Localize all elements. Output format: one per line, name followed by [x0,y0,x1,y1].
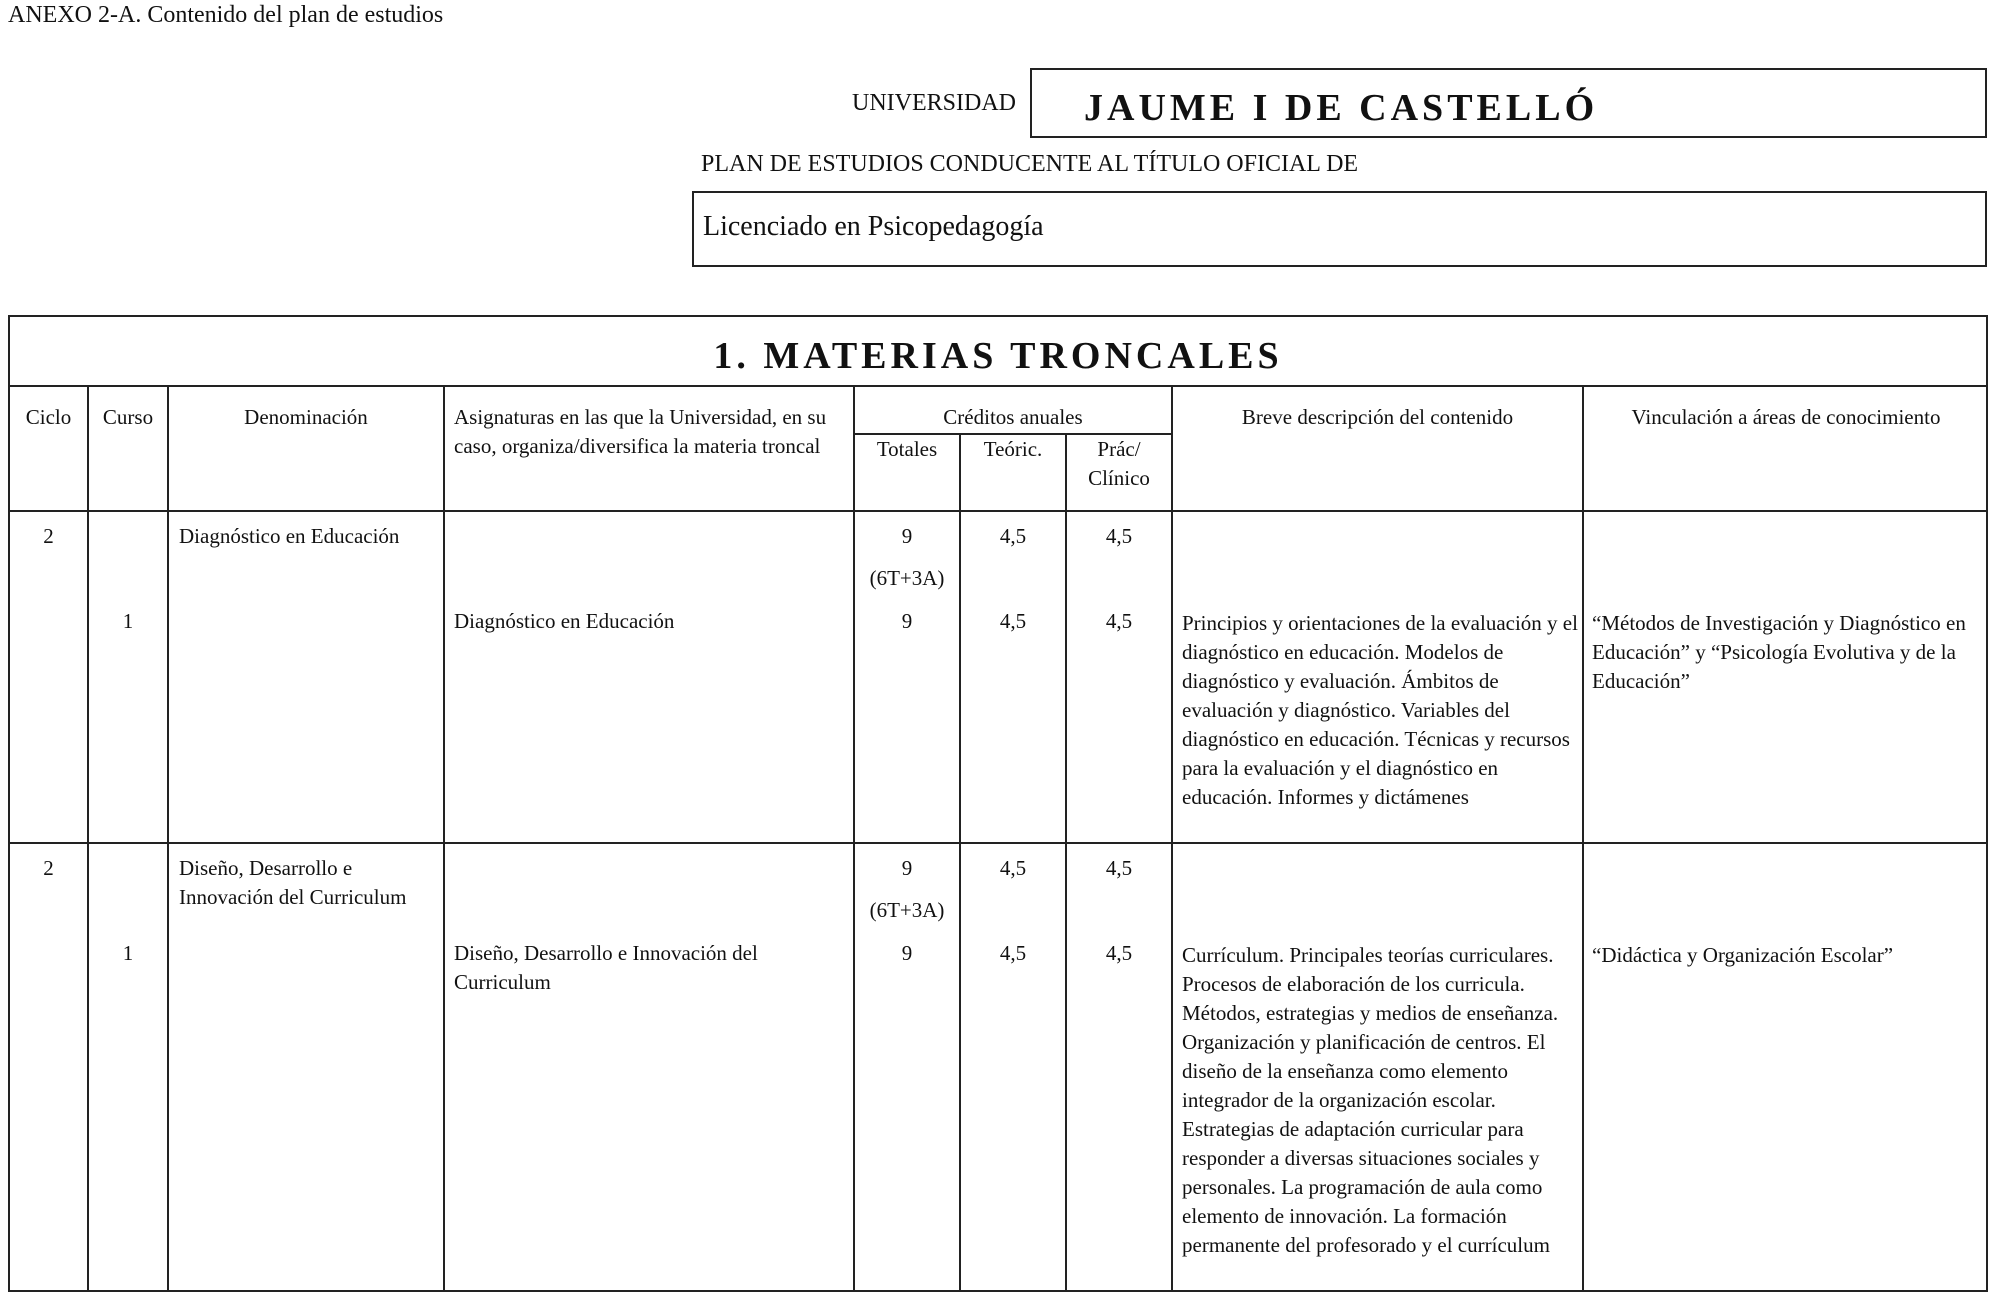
header-creditos: Créditos anuales [943,405,1083,429]
row-asignatura: Diseño, Desarrollo e Innovación del Curriculum [454,941,758,994]
row-curso: 1 [122,609,134,633]
col-divider [87,387,89,1292]
header-bottom-line [10,510,1988,512]
row-totales: 9 [901,524,913,548]
row-asignatura: Diagnóstico en Educación [454,609,675,633]
row-prac: 4,5 [1105,524,1133,548]
row-sub-teoric: 4,5 [999,609,1027,633]
section-title: 1. MATERIAS TRONCALES [10,317,1986,387]
header-totales: Totales [876,437,938,461]
row-ciclo: 2 [43,856,54,880]
subjects-table [8,315,1988,1292]
row-denominacion: Diagnóstico en Educación [179,524,400,548]
header-asignaturas: Asignaturas en las que la Universidad, en su caso, organiza/diversifica la materia troncal [454,405,827,458]
header-ciclo: Ciclo [25,405,72,429]
row-ciclo: 2 [43,524,54,548]
row-vinculacion: “Métodos de Investigación y Diagnóstico en Educación” y “Psicología Evolutiva y de la Educación” [1592,611,1966,693]
row-denominacion: Diseño, Desarrollo e Innovación del Curriculum [179,856,407,909]
university-box [1030,68,1987,138]
row-prac: 4,5 [1105,856,1133,880]
row-descripcion: Currículum. Principales teorías curriculares. Procesos de elaboración de los curricula. Métodos, estrategias y medios de enseñanza. Organización y planificación de centros. El diseño de la enseñanza como elemento integrador de la organización escolar. Estrategias de adaptación curricular para responder a diversas situaciones sociales y personales. La programación de aula como elemento de innovación. La formación permanente del profesorado y el currículum [1182,943,1559,1257]
col-divider [1171,387,1173,1292]
col-divider [1582,387,1584,1292]
university-label: UNIVERSIDAD [852,90,1016,116]
row-descripcion: Principios y orientaciones de la evaluación y el diagnóstico en educación. Modelos de diagnóstico y evaluación. Ámbitos de evaluación y diagnóstico. Variables del diagnóstico en educación. Técnicas y recursos para la evaluación y el diagnóstico en educación. Informes y dictámenes [1182,611,1578,809]
col-divider [167,387,169,1292]
header-vinculacion: Vinculación a áreas de conocimiento [1631,405,1941,429]
row-totales-note: (6T+3A) [869,566,945,590]
header-teoric: Teóric. [983,437,1043,461]
row-curso: 1 [122,941,134,965]
row-totales-note: (6T+3A) [869,898,945,922]
row-sub-prac: 4,5 [1105,941,1133,965]
header-denominacion: Denominación [244,405,368,429]
university-name: JAUME I DE CASTELLÓ [1084,87,1599,129]
row-sub-totales: 9 [901,609,913,633]
row-sub-prac: 4,5 [1105,609,1133,633]
header-curso: Curso [102,405,154,429]
row-totales: 9 [901,856,913,880]
header-prac: Prác/ Clínico [1088,437,1150,490]
degree-box [692,191,1987,267]
row-divider [10,842,1988,844]
col-divider [443,387,445,1292]
row-vinculacion: “Didáctica y Organización Escolar” [1592,943,1894,967]
degree-title: Licenciado en Psicopedagogía [703,211,1044,242]
row-sub-teoric: 4,5 [999,941,1027,965]
plan-label: PLAN DE ESTUDIOS CONDUCENTE AL TÍTULO OFICIAL DE [701,151,1359,177]
row-teoric: 4,5 [999,856,1027,880]
header-descripcion: Breve descripción del contenido [1241,405,1514,429]
row-sub-totales: 9 [901,941,913,965]
row-teoric: 4,5 [999,524,1027,548]
annex-heading: ANEXO 2-A. Contenido del plan de estudios [8,2,444,28]
